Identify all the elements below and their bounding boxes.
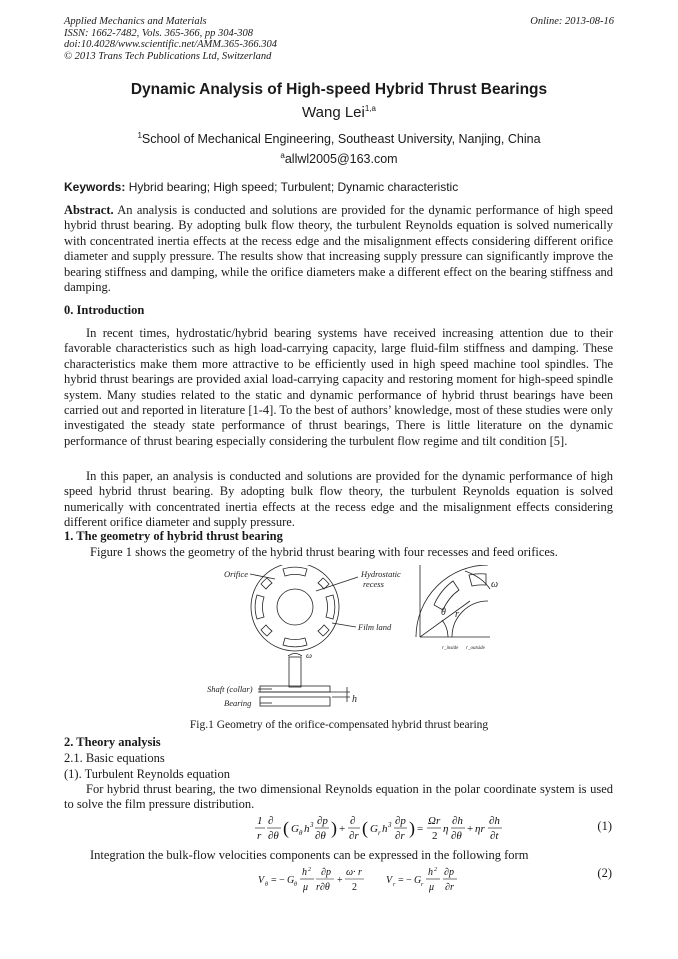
recess-bottom bbox=[283, 638, 307, 647]
svg-text:2: 2 bbox=[434, 867, 437, 873]
svg-text:G: G bbox=[414, 875, 422, 886]
svg-text:3: 3 bbox=[388, 821, 392, 829]
geometry-paragraph: Figure 1 shows the geometry of the hybrid thrust bearing with four recesses and feed orifices. bbox=[90, 545, 558, 559]
author-sup: 1,a bbox=[364, 104, 376, 113]
svg-text:=: = bbox=[417, 823, 424, 835]
orifice-leader bbox=[250, 574, 275, 579]
sector-pad-2 bbox=[469, 574, 486, 586]
svg-text:∂r: ∂r bbox=[349, 830, 359, 842]
svg-text:θ: θ bbox=[299, 829, 303, 837]
label-orifice: Orifice bbox=[224, 569, 249, 579]
email-sup: a bbox=[280, 151, 285, 160]
abstract-text: An analysis is conducted and solutions are provided for the dynamic performance of high speed hybrid thrust bearing. By adopting bulk flow theory, the turbulent Reynolds equation is solved numerically with concentrated inertia effects at the recess edge and the misalignment effects considering different orifice diameter and supply pressure. The results show that increasing supply pressure can significantly improve the bearing stiffness and damping, while the orifice diameters make a different effect on the bearing stiffness and damping. bbox=[64, 203, 614, 295]
svg-text:∂p: ∂p bbox=[395, 815, 406, 827]
paper-title: Dynamic Analysis of High-speed Hybrid Thrust Bearings bbox=[130, 81, 548, 98]
svg-text:r: r bbox=[421, 882, 424, 888]
label-r: r bbox=[455, 609, 459, 620]
svg-text:r∂θ: r∂θ bbox=[316, 882, 330, 893]
bearing-outer-circle bbox=[251, 565, 339, 651]
turbulent-reynolds-heading: (1). Turbulent Reynolds equation bbox=[64, 767, 230, 781]
keywords-text: Hybrid bearing; High speed; Turbulent; Dynamic characteristic bbox=[128, 180, 459, 194]
svg-text:∂t: ∂t bbox=[490, 830, 499, 842]
svg-text:r: r bbox=[393, 882, 396, 888]
svg-text:2: 2 bbox=[432, 830, 438, 842]
svg-text:∂r: ∂r bbox=[395, 830, 405, 842]
geometry-heading: 1. The geometry of hybrid thrust bearing bbox=[64, 529, 283, 543]
svg-text:∂θ: ∂θ bbox=[451, 830, 462, 842]
svg-text:ω· r: ω· r bbox=[346, 867, 362, 878]
equation-1 bbox=[255, 812, 525, 844]
turbulent-paragraph: For hybrid thrust bearing, the two dimensional Reynolds equation in the polar coordinate system is used to solve the film pressure distribution. bbox=[64, 782, 613, 812]
figure-caption: Fig.1 Geometry of the orifice-compensated hybrid thrust bearing bbox=[189, 719, 489, 731]
svg-text:= −: = − bbox=[271, 875, 285, 886]
bearing-inner-circle bbox=[277, 589, 313, 625]
rotation-arc bbox=[288, 654, 302, 657]
journal-name: Applied Mechanics and Materials bbox=[64, 16, 207, 27]
recess-tl bbox=[261, 578, 272, 589]
label-recess: recess bbox=[363, 579, 384, 589]
svg-text:(: ( bbox=[283, 818, 289, 838]
label-r-inside: r_inside bbox=[442, 646, 459, 651]
svg-text:= −: = − bbox=[398, 875, 412, 886]
svg-text:G: G bbox=[291, 823, 299, 835]
svg-text:θ: θ bbox=[265, 882, 268, 888]
svg-text:ηr: ηr bbox=[475, 823, 485, 835]
copyright: © 2013 Trans Tech Publications Ltd, Switzerland bbox=[64, 50, 272, 62]
svg-text:+: + bbox=[337, 875, 343, 886]
bearing-block bbox=[260, 697, 330, 706]
recess-top bbox=[283, 567, 307, 576]
abstract bbox=[64, 203, 613, 295]
label-omega-sector: ω bbox=[491, 579, 499, 590]
svg-text:+: + bbox=[467, 823, 474, 835]
intro-heading: 0. Introduction bbox=[64, 303, 145, 317]
theory-heading: 2. Theory analysis bbox=[64, 735, 161, 749]
issn: ISSN: 1662-7482, Vols. 365-366, pp 304-308 bbox=[64, 27, 253, 39]
svg-text:3: 3 bbox=[310, 821, 314, 829]
keywords bbox=[64, 180, 458, 194]
svg-text:G: G bbox=[370, 823, 378, 835]
author bbox=[0, 104, 678, 121]
equation-2 bbox=[258, 864, 488, 896]
svg-text:G: G bbox=[287, 875, 295, 886]
intro-paragraph-1: In recent times, hydrostatic/hybrid bearing systems have received increasing attention due to their favorable characteristics such as high load-carrying capacity, large fluid-film stiffness and damping. These characteristics make them more attractive to be efficiently used in high speed machine tool spindles. The hybrid thrust bearings are provided axial load-carrying capacity and restoring moment for high-speed spindle system. Many studies related to the static and dynamic performance of hybrid thrust bearings have been carried out and reported in literature [1-4]. To the best of authors’ knowledge, most of these studies were only investigated the steady state performance of thrust bearings, There is little literature on the dynamic performance of thrust bearing especially considering the turbulent flow regime and tilt condition [5]. bbox=[64, 326, 613, 448]
intro-paragraph-2: In this paper, an analysis is conducted and solutions are provided for the dynamic performance of high speed hybrid thrust bearing. By adopting bulk flow theory, the turbulent Reynolds equation is solved numerically with concentrated inertia effects at the recess edge and the misalignment effects considering different orifice diameter and supply pressure. bbox=[64, 469, 613, 530]
journal-header bbox=[64, 16, 277, 62]
svg-text:∂h: ∂h bbox=[489, 815, 500, 827]
label-hydrostatic: Hydrostatic bbox=[361, 569, 401, 579]
affiliation-text: School of Mechanical Engineering, Southeast University, Nanjing, China bbox=[141, 132, 541, 147]
email-text: allwl2005@163.com bbox=[284, 152, 398, 167]
svg-text:): ) bbox=[331, 818, 337, 838]
svg-text:V: V bbox=[386, 875, 393, 886]
affiliation-sup: 1 bbox=[137, 131, 142, 140]
svg-text:∂h: ∂h bbox=[452, 815, 463, 827]
online-date: Online: 2013-08-16 bbox=[530, 16, 614, 27]
label-theta: θ bbox=[441, 607, 446, 618]
svg-text:μ: μ bbox=[303, 882, 309, 893]
sector-outer-arc bbox=[416, 565, 488, 637]
svg-text:∂p: ∂p bbox=[317, 815, 328, 827]
recess-br bbox=[318, 625, 329, 636]
svg-text:∂p: ∂p bbox=[444, 867, 454, 878]
label-shaft: Shaft (collar) bbox=[207, 684, 253, 694]
recess-left bbox=[255, 595, 264, 619]
svg-text:Ωr: Ωr bbox=[428, 815, 441, 827]
svg-text:(: ( bbox=[362, 818, 368, 838]
label-bearing: Bearing bbox=[224, 698, 252, 708]
svg-text:θ: θ bbox=[294, 882, 297, 888]
affiliation bbox=[0, 131, 678, 146]
svg-text:∂r: ∂r bbox=[445, 882, 454, 893]
svg-text:2: 2 bbox=[308, 867, 311, 873]
svg-text:h: h bbox=[304, 823, 310, 835]
label-h: h bbox=[352, 694, 357, 705]
equation-1-number: (1) bbox=[597, 819, 612, 833]
svg-text:∂: ∂ bbox=[268, 815, 274, 827]
svg-text:+: + bbox=[339, 823, 346, 835]
svg-text:μ: μ bbox=[429, 882, 435, 893]
svg-text:1: 1 bbox=[257, 815, 263, 827]
abstract-label: Abstract. bbox=[64, 203, 114, 217]
svg-text:η: η bbox=[443, 823, 449, 835]
email bbox=[0, 151, 678, 166]
figure-1 bbox=[190, 565, 500, 715]
bulk-flow-paragraph: Integration the bulk-flow velocities components can be expressed in the following form bbox=[90, 848, 529, 862]
svg-text:∂p: ∂p bbox=[321, 867, 331, 878]
label-r-outside: r_outside bbox=[466, 646, 485, 651]
svg-text:r: r bbox=[378, 829, 381, 837]
keywords-label: Keywords: bbox=[64, 180, 126, 194]
equation-2-number: (2) bbox=[597, 866, 612, 880]
svg-text:): ) bbox=[409, 818, 415, 838]
shaft bbox=[289, 657, 301, 687]
doi: doi:10.4028/www.scientific.net/AMM.365-366.304 bbox=[64, 39, 277, 50]
svg-text:V: V bbox=[258, 875, 265, 886]
filmland-leader bbox=[332, 623, 356, 627]
svg-text:h: h bbox=[382, 823, 388, 835]
label-film-land: Film land bbox=[358, 622, 392, 632]
svg-text:h: h bbox=[428, 867, 433, 878]
basic-equations-heading: 2.1. Basic equations bbox=[64, 751, 165, 765]
recess-right bbox=[326, 595, 335, 619]
theta-arc bbox=[442, 620, 448, 637]
label-omega-shaft: ω bbox=[306, 650, 313, 660]
svg-text:r: r bbox=[257, 830, 262, 842]
svg-text:∂θ: ∂θ bbox=[315, 830, 326, 842]
svg-text:2: 2 bbox=[352, 882, 357, 893]
author-name: Wang Lei bbox=[302, 104, 365, 121]
recess-bl bbox=[261, 625, 272, 636]
svg-text:∂θ: ∂θ bbox=[268, 830, 279, 842]
svg-text:h: h bbox=[302, 867, 307, 878]
svg-text:∂: ∂ bbox=[350, 815, 356, 827]
